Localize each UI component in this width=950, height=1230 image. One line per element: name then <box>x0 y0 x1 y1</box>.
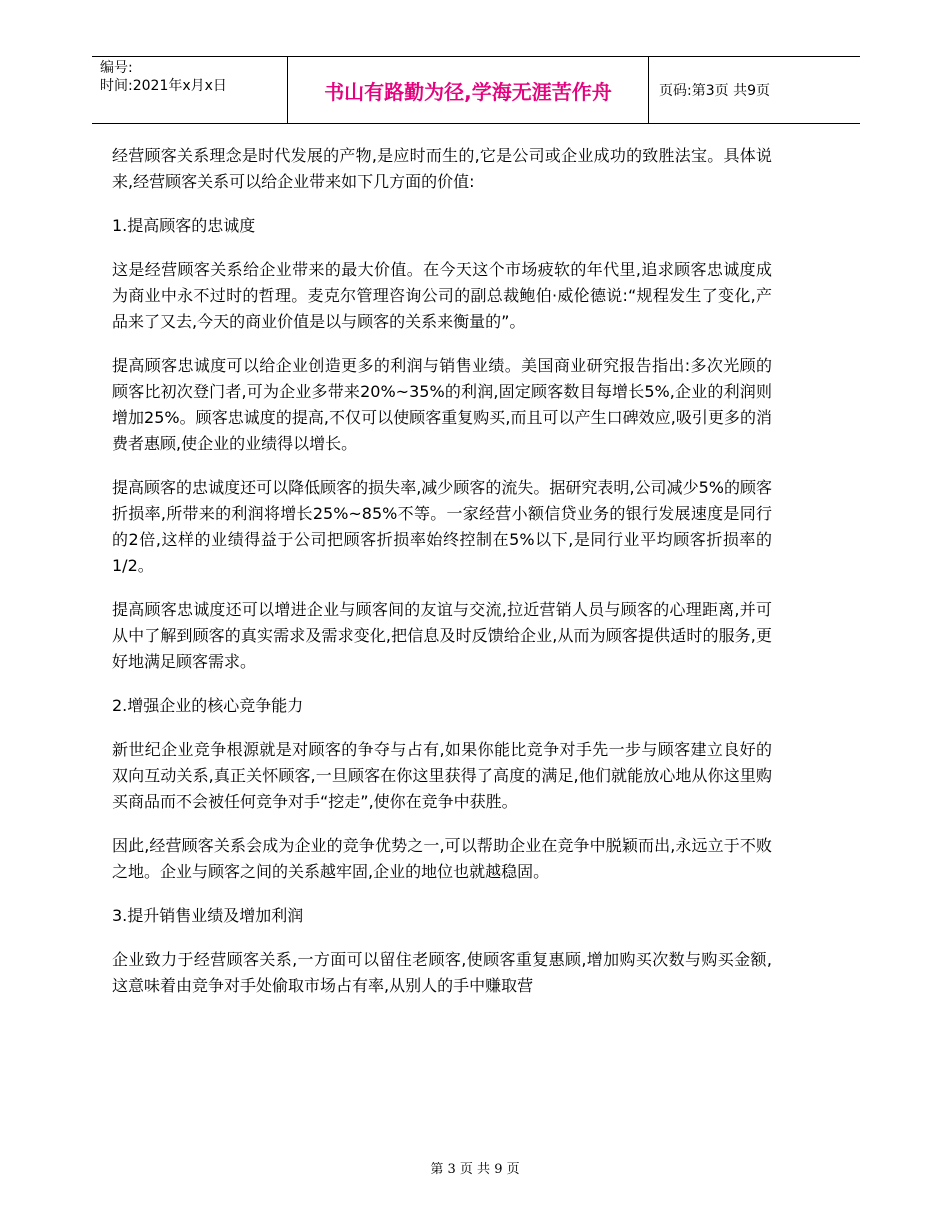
footer-page-number: 第 3 页 共 9 页 <box>430 1162 520 1177</box>
page-footer <box>0 1158 950 1177</box>
paragraph: 提高顾客忠诚度还可以增进企业与顾客间的友谊与交流,拉近营销人员与顾客的心理距离,并可从中了解到顾客的真实需求及需求变化,把信息及时反馈给企业,从而为顾客提供适时的服务,更好地满足顾客需求。 <box>112 600 772 671</box>
paragraph: 企业致力于经营顾客关系,一方面可以留住老顾客,使顾客重复惠顾,增加购买次数与购买金额,这意味着由竞争对手处偷取市场占有率,从别人的手中赚取营 <box>112 950 772 995</box>
page-header <box>92 56 860 124</box>
page-info-text: 页码:第3页 共9页 <box>659 83 770 99</box>
section-heading-3: 3.提升销售业绩及增加利润 <box>112 906 304 925</box>
paragraph: 提高顾客的忠诚度还可以降低顾客的损失率,减少顾客的流失。据研究表明,公司减少5%的顾客折损率,所带来的利润将增长25%~85%不等。一家经营小额信贷业务的银行发展速度是同行的2倍,这样的业绩得益于公司把顾客折损率始终控制在5%以下,是同行业平均顾客折损率的1/2。 <box>112 478 772 575</box>
paragraph: 这是经营顾客关系给企业带来的最大价值。在今天这个市场疲软的年代里,追求顾客忠诚度成为商业中永不过时的哲理。麦克尔管理咨询公司的副总裁鲍伯·威伦德说:“规程发生了变化,产品来了又去,今天的商业价值是以与顾客的关系来衡量的”。 <box>112 260 772 331</box>
paragraph: 提高顾客忠诚度可以给企业创造更多的利润与销售业绩。美国商业研究报告指出:多次光顾的顾客比初次登门者,可为企业多带来20%~35%的利润,固定顾客数目每增长5%,企业的利润则增加25%。顾客忠诚度的提高,不仅可以使顾客重复购买,而且可以产生口碑效应,吸引更多的消费者惠顾,使企业的业绩得以增长。 <box>112 356 772 453</box>
id-label: 编号: <box>100 60 133 76</box>
paragraph: 因此,经营顾客关系会成为企业的竞争优势之一,可以帮助企业在竞争中脱颖而出,永远立于不败之地。企业与顾客之间的关系越牢固,企业的地位也就越稳固。 <box>112 836 772 881</box>
header-meta <box>100 59 227 95</box>
intro-paragraph: 经营顾客关系理念是时代发展的产物,是应时而生的,它是公司或企业成功的致胜法宝。具体说来,经营顾客关系可以给企业带来如下几方面的价值: <box>112 146 772 191</box>
paragraph: 新世纪企业竞争根源就是对顾客的争夺与占有,如果你能比竞争对手先一步与顾客建立良好的双向互动关系,真正关怀顾客,一旦顾客在你这里获得了高度的满足,他们就能放心地从你这里购买商品而不会被任何竞争对手“挖走”,使你在竞争中获胜。 <box>112 740 772 811</box>
document-body <box>112 143 772 1017</box>
section-heading-1: 1.提高顾客的忠诚度 <box>112 216 256 235</box>
header-motto-cell <box>287 57 649 123</box>
section-heading-2: 2.增强企业的核心竞争能力 <box>112 696 304 715</box>
header-page-info <box>659 57 770 123</box>
time-label: 时间:2021年x月x日 <box>100 78 227 94</box>
motto-text: 书山有路勤为径,学海无涯苦作舟 <box>324 79 612 104</box>
